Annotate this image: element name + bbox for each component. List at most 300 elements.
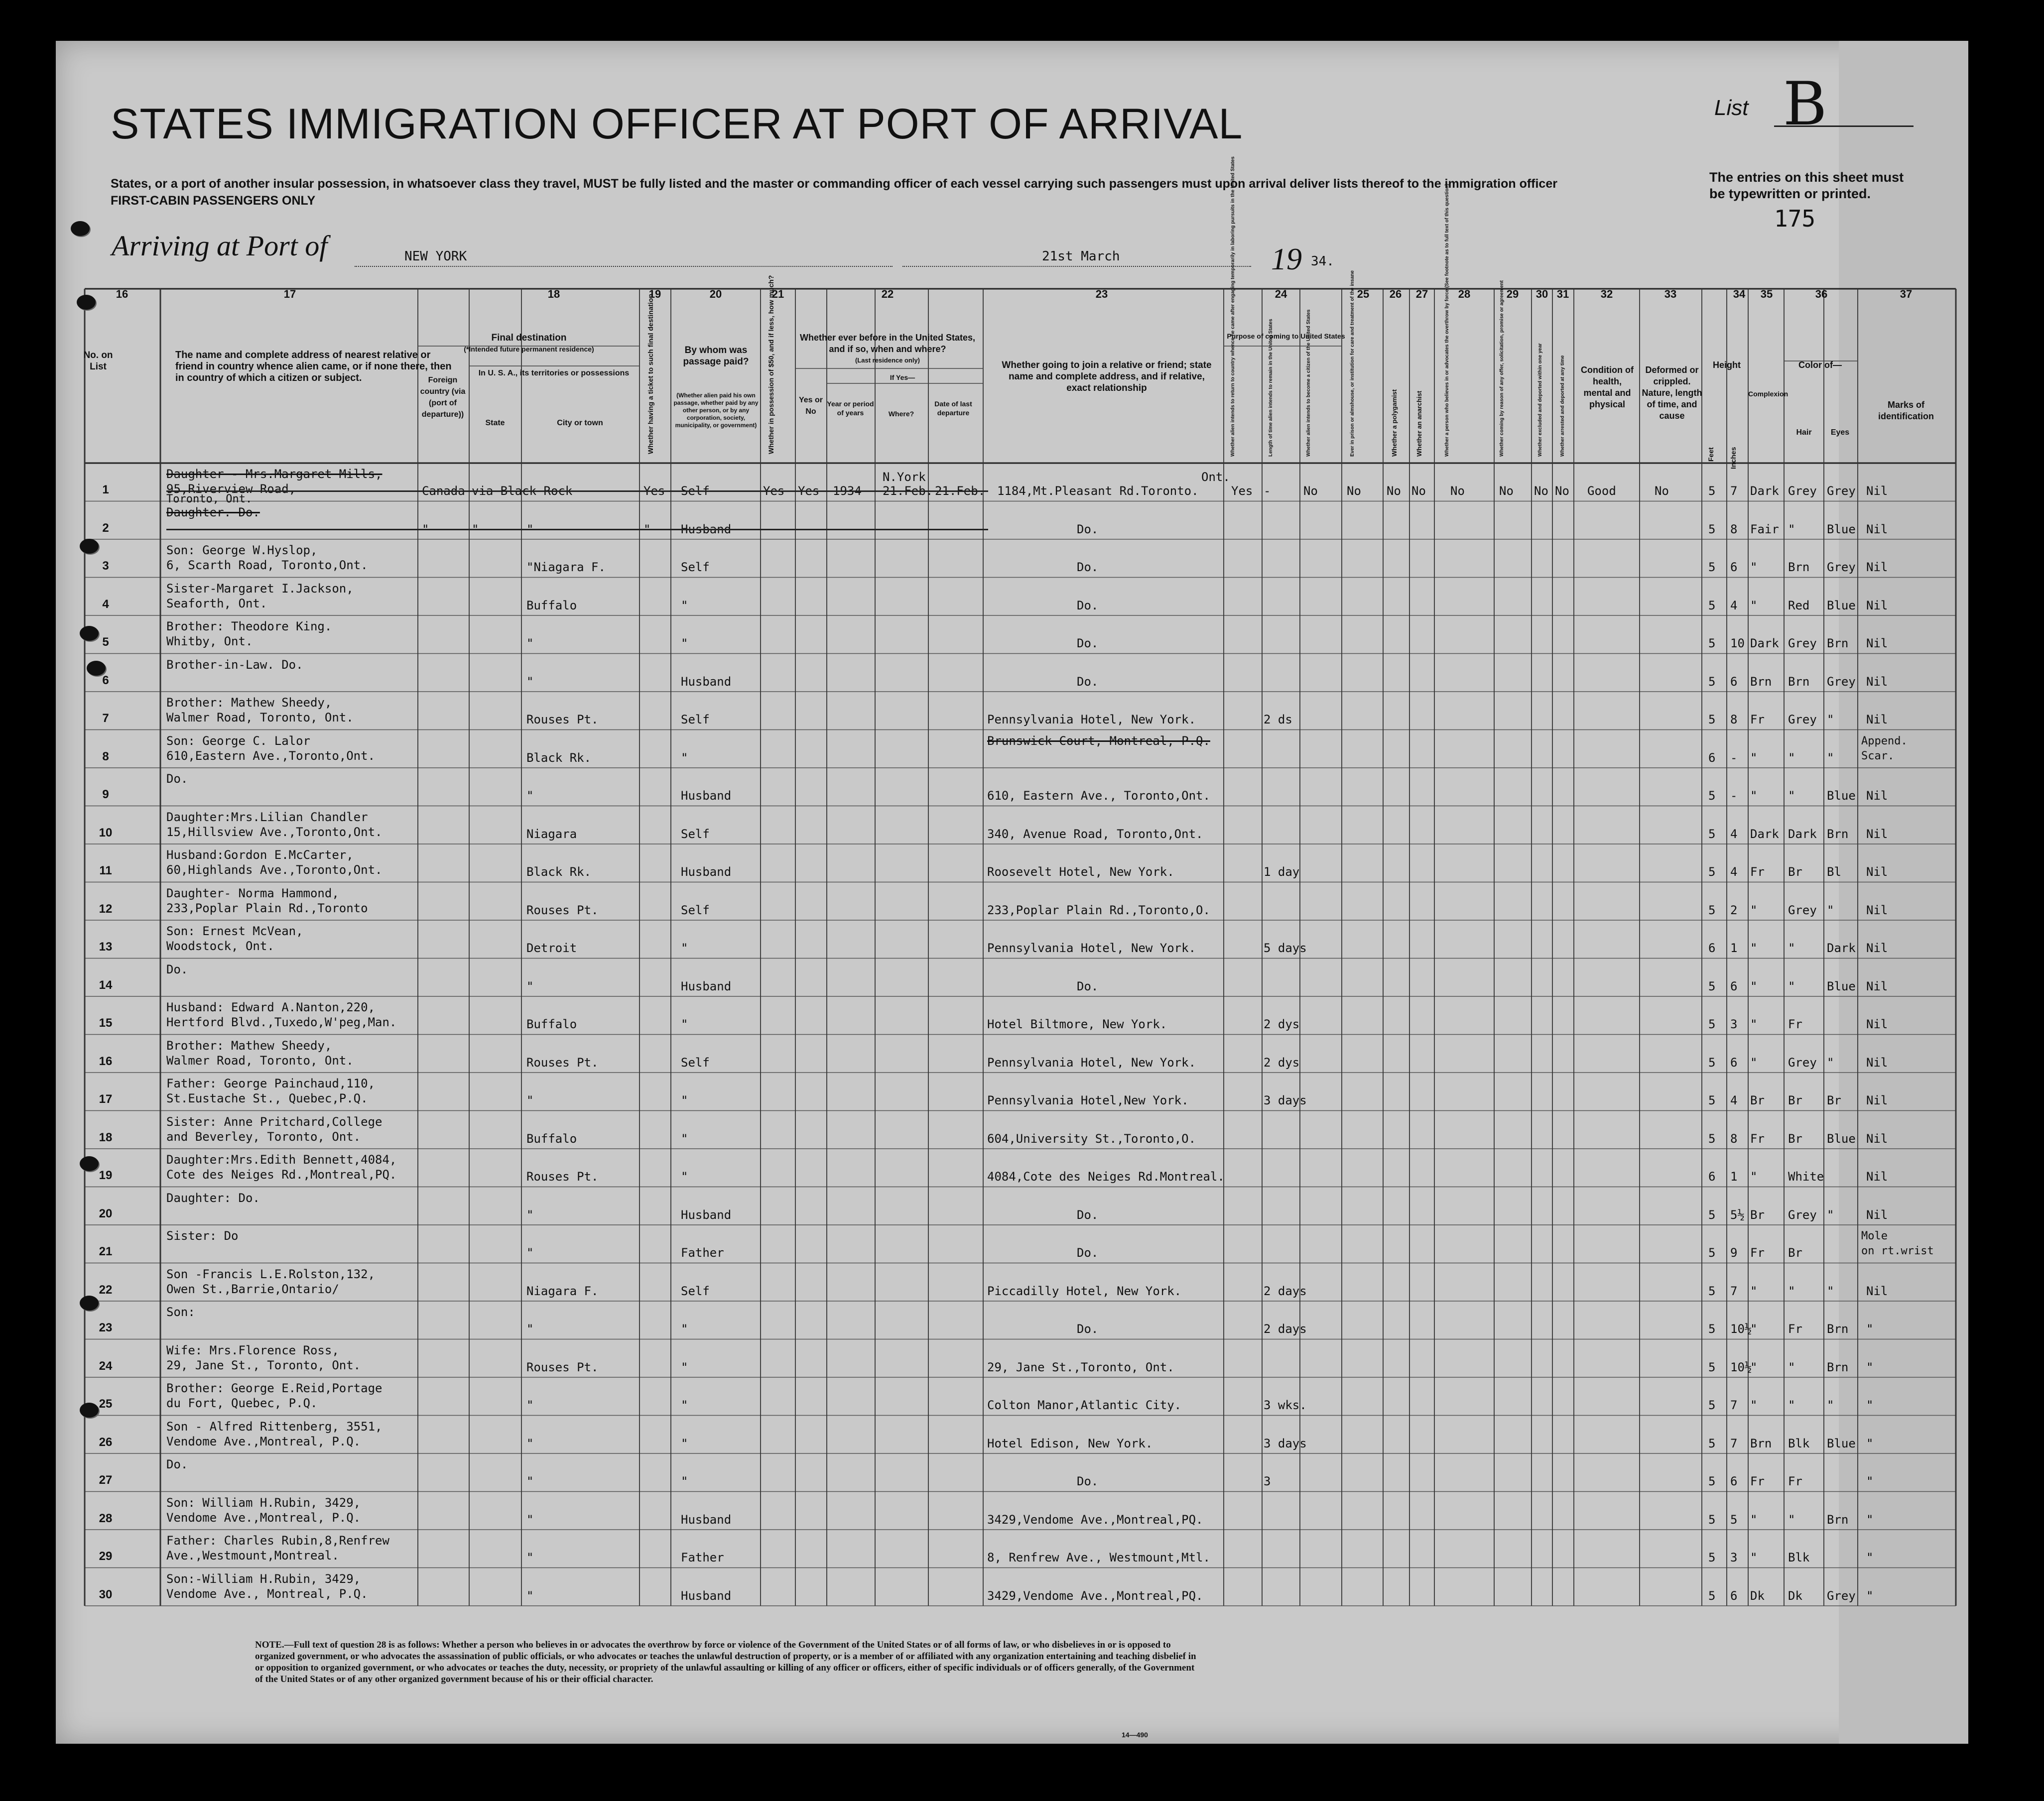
destination-city: Detroit (526, 941, 577, 955)
height-feet: 5 (1708, 979, 1716, 993)
height-feet: 5 (1708, 674, 1716, 689)
eye-color: Blue (1827, 522, 1856, 536)
hair-color: Blk (1788, 1551, 1810, 1564)
destination-city: Niagara (526, 827, 577, 841)
complexion: Fr (1750, 1131, 1765, 1146)
eye-color: Br (1827, 1093, 1841, 1107)
height-feet: 5 (1708, 484, 1716, 498)
relative-name: Brother: Mathew Sheedy, (166, 1038, 332, 1053)
relative-name: Husband:Gordon E.McCarter, (166, 848, 354, 862)
identification-marks: Nil (1866, 522, 1888, 536)
identification-marks: Nil (1866, 1131, 1888, 1146)
relative-address: and Beverley, Toronto, Ont. (166, 1129, 361, 1144)
identification-marks: Nil (1866, 865, 1888, 879)
ticket-status: " (643, 522, 651, 536)
height-inches: 4 (1730, 827, 1738, 841)
identification-marks: Nil (1866, 789, 1888, 803)
height-inches: 6 (1730, 1474, 1738, 1488)
intends-return: Yes (1231, 484, 1253, 498)
header-c27: Whether an anarchist (1415, 390, 1423, 457)
hair-color: " (1788, 789, 1795, 803)
destination-city: " (526, 522, 534, 536)
binding-hole (87, 661, 106, 676)
column-number: 34 (1733, 288, 1746, 300)
height-inches: - (1730, 789, 1738, 803)
question-c25: No (1347, 484, 1361, 498)
row-number: 1 (102, 483, 109, 496)
arrival-year-prefix: 19 (1271, 242, 1302, 276)
destination-state: via Black Rock (472, 484, 573, 498)
passage-paid-by: " (681, 941, 688, 955)
hair-color: White (1788, 1170, 1824, 1184)
column-number: 25 (1357, 288, 1370, 300)
column-number: 20 (709, 288, 722, 300)
where-in-us: N.York (883, 470, 926, 484)
length-of-stay: 2 days (1264, 1322, 1307, 1336)
header-c31: Whether arrested and deported at any time (1560, 355, 1565, 457)
column-number: 24 (1275, 288, 1287, 300)
column-number: 36 (1815, 288, 1828, 300)
complexion: " (1750, 1360, 1758, 1374)
column-number: 35 (1760, 288, 1773, 300)
row-number: 30 (99, 1587, 113, 1601)
relative-name: Brother-in-Law. Do. (166, 657, 303, 672)
header-note-line-2: FIRST-CABIN PASSENGERS ONLY (111, 194, 316, 208)
row-number: 16 (99, 1054, 113, 1068)
relative-address: 60,Highlands Ave.,Toronto,Ont. (166, 863, 383, 877)
eye-color: " (1827, 903, 1834, 917)
height-inches: 5 (1730, 1512, 1738, 1527)
height-feet: 5 (1708, 1551, 1716, 1564)
passage-paid-by: " (681, 1436, 688, 1450)
join-relative-address: Do. (1077, 1474, 1099, 1488)
height-feet: 5 (1708, 1131, 1716, 1146)
destination-city: " (526, 1436, 534, 1450)
header-c24c: Whether alien intends to become a citizen of the United States (1306, 309, 1311, 457)
height-feet: 6 (1708, 941, 1716, 955)
header-c24a: Whether alien intends to return to country whence he came after engaging temporarily in laboring pursuits in the United States (1230, 156, 1236, 457)
join-relative-address: 8, Renfrew Ave., Westmount,Mtl. (987, 1551, 1210, 1564)
column-number: 18 (547, 288, 560, 300)
hair-color: Brn (1788, 560, 1810, 574)
question-c24c: No (1303, 484, 1318, 498)
page-number: 175 (1774, 205, 1816, 232)
relative-address: Woodstock, Ont. (166, 939, 274, 953)
column-number: 27 (1415, 288, 1428, 300)
identification-marks: Nil (1866, 979, 1888, 993)
identification-marks: Nil (1866, 598, 1888, 612)
length-of-stay: 3 wks. (1264, 1398, 1307, 1412)
header-c18b-state: State (485, 419, 505, 427)
relative-name: Daughter- Norma Hammond, (166, 886, 339, 900)
passage-paid-by: " (681, 1017, 688, 1031)
relative-name: Son: George W.Hyslop, (166, 543, 318, 557)
join-relative-address: Piccadilly Hotel, New York. (987, 1284, 1182, 1298)
header-c18-sub: (*Intended future permanent residence) (464, 345, 594, 353)
height-feet: 5 (1708, 1398, 1716, 1412)
identification-marks: " (1866, 1474, 1874, 1488)
column-number: 32 (1600, 288, 1613, 300)
length-of-stay: 2 dys (1264, 1017, 1300, 1031)
row-number: 5 (102, 635, 109, 649)
eye-color: Blue (1827, 1436, 1856, 1450)
complexion: " (1750, 750, 1758, 765)
relative-name: Son: Ernest McVean, (166, 924, 303, 938)
hair-color: Br (1788, 1246, 1802, 1260)
eye-color: " (1827, 1055, 1834, 1070)
join-relative-address: Do. (1077, 979, 1099, 993)
height-feet: 5 (1708, 713, 1716, 726)
complexion: " (1750, 1322, 1758, 1336)
height-inches: 6 (1730, 560, 1738, 574)
destination-city: " (526, 1398, 534, 1412)
complexion: Brn (1750, 674, 1772, 689)
relative-address: 29, Jane St., Toronto, Ont. (166, 1358, 361, 1372)
height-feet: 5 (1708, 1588, 1716, 1603)
binding-hole (80, 1403, 99, 1418)
passage-paid-by: Self (681, 713, 710, 726)
header-c36-hair: Hair (1796, 428, 1812, 437)
date-of-last-departure: 21.Feb. (935, 484, 986, 498)
relative-address: 233,Poplar Plain Rd.,Toronto (166, 901, 368, 915)
passage-paid-by: " (681, 1093, 688, 1107)
header-c23: Whether going to join a relative or friend; state name and complete address, and if relative, exact relationship (1002, 360, 1212, 393)
destination-city: " (526, 1246, 534, 1260)
join-relative-province: Ont. (1201, 470, 1230, 484)
column-number: 23 (1095, 288, 1108, 300)
relative-name: Son:-William H.Rubin, 3429, (166, 1571, 361, 1586)
length-of-stay: 3 (1264, 1474, 1271, 1488)
height-inches: 7 (1730, 1284, 1738, 1298)
identification-marks: " (1866, 1551, 1874, 1564)
identification-marks: Nil (1866, 674, 1888, 689)
complexion: Fr (1750, 1474, 1765, 1488)
height-inches: 4 (1730, 1093, 1738, 1107)
height-feet: 5 (1708, 1055, 1716, 1070)
column-number: 19 (648, 288, 661, 300)
complexion: " (1750, 1017, 1758, 1031)
passage-paid-by: " (681, 1360, 688, 1374)
relative-address: Walmer Road, Toronto, Ont. (166, 1053, 354, 1068)
destination-city: Black Rk. (526, 750, 592, 765)
relative-name: Daughter. Do. (166, 505, 260, 519)
hair-color: Br (1788, 1093, 1802, 1107)
column-number: 22 (881, 288, 894, 300)
hair-color: Grey (1788, 1055, 1817, 1070)
join-relative-address: Do. (1077, 1207, 1099, 1222)
destination-city: Black Rk. (526, 865, 592, 879)
port-line (355, 266, 893, 267)
passage-paid-by: " (681, 750, 688, 765)
question-c30: No (1534, 484, 1548, 498)
relative-name: Do. (166, 1457, 188, 1471)
relative-name: Son - Alfred Rittenberg, 3551, (166, 1419, 383, 1434)
height-feet: 5 (1708, 1360, 1716, 1374)
identification-marks: Nil (1866, 560, 1888, 574)
relative-name: Father: George Painchaud,110, (166, 1077, 376, 1090)
relative-address: St.Eustache St., Quebec,P.Q. (166, 1091, 368, 1105)
column-number: 16 (116, 288, 128, 300)
passage-paid-by: Husband (681, 979, 732, 993)
height-inches: 8 (1730, 522, 1738, 536)
length-of-stay: 3 days (1264, 1436, 1307, 1450)
join-relative-address: Hotel Edison, New York. (987, 1436, 1153, 1450)
height-feet: 5 (1708, 789, 1716, 803)
complexion: " (1750, 903, 1758, 917)
hair-color: Br (1788, 865, 1802, 879)
height-inches: 10½ (1730, 1322, 1752, 1336)
header-c16: No. on List (83, 350, 113, 372)
height-inches: 5½ (1730, 1207, 1745, 1222)
row-number: 23 (99, 1321, 113, 1334)
arrival-port: NEW YORK (404, 249, 467, 264)
relative-name: Daughter: Do. (166, 1191, 260, 1205)
relative-name: Father: Charles Rubin,8,Renfrew (166, 1534, 389, 1548)
hair-color: Grey (1788, 636, 1817, 650)
destination-city: Buffalo (526, 1131, 577, 1146)
height-inches: 6 (1730, 1588, 1738, 1603)
health-condition: Good (1587, 484, 1616, 498)
list-underline (1774, 125, 1914, 127)
complexion: " (1750, 1055, 1758, 1070)
year-in-us: 1934 (833, 484, 862, 498)
header-c24: Purpose of coming to United States (1227, 332, 1345, 340)
destination-city: " (526, 1322, 534, 1336)
height-inches: 4 (1730, 598, 1738, 612)
destination-city: Rouses Pt. (526, 1360, 599, 1374)
header-c34-inches: Inches (1729, 447, 1737, 469)
height-feet: 5 (1708, 522, 1716, 536)
height-inches: 1 (1730, 941, 1738, 955)
date-of-departure: 21.Feb. (883, 484, 933, 498)
foreign-country: " (422, 522, 429, 536)
join-relative-address: 29, Jane St.,Toronto, Ont. (987, 1360, 1174, 1374)
eye-color: Grey (1827, 560, 1856, 574)
height-inches: 7 (1730, 484, 1738, 498)
hair-color: " (1788, 941, 1795, 955)
destination-city: " (526, 1093, 534, 1107)
hair-color: " (1788, 750, 1795, 765)
height-inches: 8 (1730, 1131, 1738, 1146)
hair-color: Dk (1788, 1588, 1802, 1603)
header-c25: Ever in prison or almshouse, or institution for care and treatment of the insane (1350, 270, 1355, 457)
join-relative-address: 1184,Mt.Pleasant Rd.Toronto. (997, 484, 1199, 498)
passage-paid-by: Husband (681, 1588, 732, 1603)
passage-paid-by: " (681, 1131, 688, 1146)
length-of-stay: 3 days (1264, 1093, 1307, 1107)
row-number: 15 (99, 1016, 113, 1030)
eye-color: Blue (1827, 1131, 1856, 1146)
relative-name: Daughter - Mrs.Margaret Mills, (166, 467, 383, 481)
height-inches: 7 (1730, 1398, 1738, 1412)
relative-name: Daughter:Mrs.Lilian Chandler (166, 810, 368, 824)
height-inches: 6 (1730, 979, 1738, 993)
height-inches: 9 (1730, 1246, 1738, 1260)
complexion: Br (1750, 1093, 1765, 1107)
complexion: " (1750, 1551, 1758, 1564)
height-inches: 8 (1730, 713, 1738, 726)
identification-marks: Nil (1866, 713, 1888, 726)
row-number: 2 (102, 521, 109, 535)
relative-name: Do. (166, 772, 188, 786)
eye-color: " (1827, 1398, 1834, 1412)
eye-color: Grey (1827, 484, 1856, 498)
length-of-stay: 2 days (1264, 1284, 1307, 1298)
row-number: 19 (99, 1169, 113, 1182)
question-c26: No (1387, 484, 1401, 498)
has-fifty-dollars: Yes (763, 484, 785, 498)
header-c30: Whether excluded and deported within one year (1537, 343, 1543, 457)
column-number: 21 (771, 288, 784, 300)
relative-address: Owen St.,Barrie,Ontario/ (166, 1282, 339, 1296)
height-feet: 6 (1708, 750, 1716, 765)
passage-paid-by: Husband (681, 1512, 732, 1527)
row-number: 11 (99, 864, 112, 877)
passage-paid-by: " (681, 636, 688, 650)
column-number: 31 (1556, 288, 1569, 300)
identification-marks: " (1866, 1512, 1874, 1527)
height-feet: 5 (1708, 598, 1716, 612)
hair-color: " (1788, 522, 1795, 536)
height-inches: 3 (1730, 1017, 1738, 1031)
header-c18b-city: City or town (557, 419, 603, 427)
destination-city: Rouses Pt. (526, 1170, 599, 1184)
complexion: Dark (1750, 484, 1779, 498)
relative-address: du Fort, Quebec, P.Q. (166, 1396, 318, 1410)
column-number: 37 (1900, 288, 1913, 300)
identification-marks: Mole on rt.wrist (1861, 1230, 1934, 1257)
header-c18: Final destination (491, 333, 567, 343)
header-c35: Complexion (1748, 390, 1788, 398)
join-relative-address: Do. (1077, 598, 1099, 612)
height-feet: 5 (1708, 636, 1716, 650)
complexion: " (1750, 1284, 1758, 1298)
column-number: 30 (1535, 288, 1548, 300)
header-c20-sub: (Whether alien paid his own passage, whether paid by any other person, or by any corporation, society, municipality, or government) (673, 392, 759, 429)
header-c18b: In U. S. A., its territories or possessions (478, 369, 630, 377)
passage-paid-by: Father (681, 1551, 724, 1564)
header-c37: Marks of identification (1878, 400, 1934, 421)
strike-line (166, 490, 988, 492)
relative-address-2: Toronto, Ont. (166, 493, 253, 505)
date-line (902, 266, 1251, 267)
height-feet: 5 (1708, 1093, 1716, 1107)
row-number: 12 (99, 902, 113, 916)
relative-name: Brother: Mathew Sheedy, (166, 696, 332, 710)
destination-city: " (526, 1474, 534, 1488)
passage-paid-by: Father (681, 1246, 724, 1260)
row-number: 25 (99, 1397, 113, 1411)
hair-color: " (1788, 979, 1795, 993)
question-c27: No (1411, 484, 1426, 498)
relative-address: 95,Riverview Road, (166, 482, 296, 496)
destination-city: " (526, 636, 534, 650)
height-feet: 5 (1708, 1207, 1716, 1222)
arrival-date: 21st March (1042, 249, 1120, 264)
passage-paid-by: Husband (681, 522, 732, 536)
row-number: 22 (99, 1283, 113, 1297)
header-c26: Whether a polygamist (1391, 389, 1398, 457)
height-inches: 2 (1730, 903, 1738, 917)
height-feet: 5 (1708, 827, 1716, 841)
header-c36: Color of— (1798, 360, 1842, 370)
complexion: Br (1750, 1207, 1765, 1222)
join-relative-address: Colton Manor,Atlantic City. (987, 1398, 1182, 1412)
identification-marks: Nil (1866, 941, 1888, 955)
relative-address: Hertford Blvd.,Tuxedo,W'peg,Man. (166, 1015, 397, 1029)
destination-city: " (526, 979, 534, 993)
identification-marks: Nil (1866, 903, 1888, 917)
header-c33: Deformed or crippled. Nature, length of time, and cause (1642, 365, 1702, 421)
row-number: 18 (99, 1130, 113, 1144)
relative-address: Walmer Road, Toronto, Ont. (166, 711, 354, 724)
destination-city: Rouses Pt. (526, 903, 599, 917)
complexion: Dark (1750, 827, 1779, 841)
typewritten-note: The entries on this sheet must be typewritten or printed. (1709, 170, 1904, 201)
relative-address: 15,Hillsview Ave.,Toronto,Ont. (166, 825, 383, 839)
hair-color: Fr (1788, 1474, 1802, 1488)
relative-name: Son -Francis L.E.Rolston,132, (166, 1267, 376, 1281)
row-number: 9 (102, 788, 109, 801)
eye-color: Brn (1827, 1322, 1849, 1336)
eye-color: Blue (1827, 598, 1856, 612)
passage-paid-by: " (681, 1322, 688, 1336)
relative-address: Vendome Ave.,Montreal, P.Q. (166, 1434, 361, 1448)
hair-color: Br (1788, 1131, 1802, 1146)
passage-paid-by: Self (681, 560, 710, 574)
row-number: 14 (99, 978, 113, 992)
header-c18a: Foreign country (via (port of departure)) (420, 376, 466, 419)
join-relative-address: Do. (1077, 522, 1099, 536)
join-relative-address: Do. (1077, 636, 1099, 650)
ever-in-us: Yes (798, 484, 820, 498)
question-c29: No (1499, 484, 1514, 498)
passage-paid-by: Husband (681, 1207, 732, 1222)
length-of-stay: 2 dys (1264, 1055, 1300, 1070)
height-inches: 10½ (1730, 1360, 1752, 1374)
height-feet: 5 (1708, 1436, 1716, 1450)
passage-paid-by: " (681, 598, 688, 612)
relative-address: 610,Eastern Ave.,Toronto,Ont. (166, 748, 376, 763)
arrival-year-suffix: 34. (1311, 254, 1334, 269)
passage-paid-by: Self (681, 484, 710, 498)
eye-color: Brn (1827, 636, 1849, 650)
relative-name: Sister: Anne Pritchard,College (166, 1114, 383, 1129)
column-number: 33 (1664, 288, 1677, 300)
complexion: Fr (1750, 865, 1765, 879)
destination-city: " (526, 789, 534, 803)
hair-color: Fr (1788, 1017, 1802, 1031)
column-number: 29 (1506, 288, 1519, 300)
header-c29: Whether coming by reason of any offer, solicitation, promise or agreement (1499, 280, 1505, 457)
hair-color: " (1788, 1398, 1795, 1412)
relative-name: Sister-Margaret I.Jackson, (166, 581, 354, 596)
passage-paid-by: " (681, 1170, 688, 1184)
complexion: " (1750, 979, 1758, 993)
relative-name: Do. (166, 962, 188, 976)
join-relative-address: Do. (1077, 1246, 1099, 1260)
passage-paid-by: Husband (681, 674, 732, 689)
length-of-stay: 5 days (1264, 941, 1307, 955)
header-c22-where: Where? (888, 410, 914, 418)
relative-address: Ave.,Westmount,Montreal. (166, 1549, 339, 1562)
ticket-status: Yes (643, 484, 665, 498)
hair-color: Blk (1788, 1436, 1810, 1450)
eye-color: " (1827, 1284, 1834, 1298)
relative-address: Vendome Ave.,Montreal, P.Q. (166, 1510, 361, 1525)
row-number: 6 (102, 673, 109, 687)
passage-paid-by: " (681, 1398, 688, 1412)
